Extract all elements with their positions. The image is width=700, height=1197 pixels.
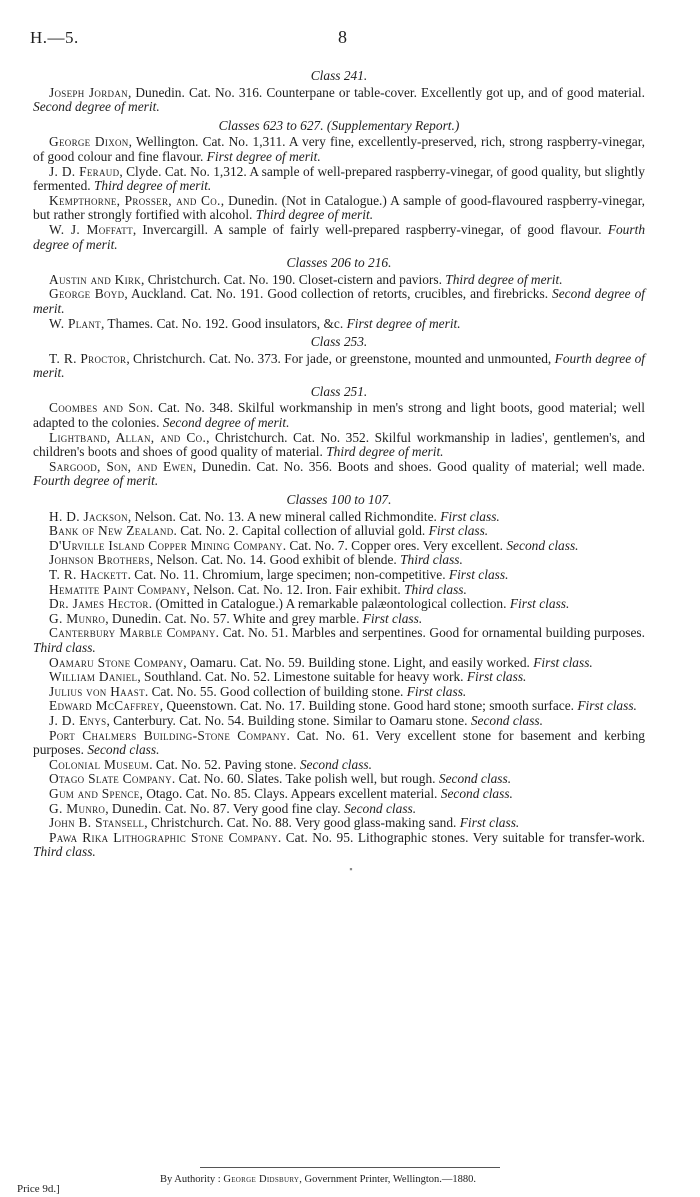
- entry-description: . (Omitted in Catalogue.) A remarkable palæontological collection.: [148, 596, 510, 612]
- exhibit-entry: [33, 597, 645, 612]
- exhibit-entry: [33, 524, 645, 539]
- exhibitor-name: G. Munro: [49, 800, 106, 816]
- entry-description: , Dunedin. Cat. No. 87. Very good fine clay.: [105, 800, 344, 816]
- entry-description: , Invercargill. A sample of fairly well-prepared raspberry-vinegar, of good flavour.: [132, 221, 608, 237]
- award-grade: First class.: [406, 683, 467, 699]
- exhibitor-name: T. R. Hackett: [49, 567, 128, 582]
- entry-description: , Christchurch. Cat. No. 190. Closet-cistern and paviors.: [141, 271, 446, 287]
- entry-description: , Canterbury. Cat. No. 54. Building stone. Similar to Oamaru stone.: [106, 712, 471, 728]
- printer-imprint: [160, 1173, 476, 1188]
- exhibitor-name: Edward McCaffrey: [49, 698, 160, 714]
- exhibitor-name: Johnson Brothers: [49, 552, 150, 568]
- award-grade: Fourth degree of merit.: [33, 221, 646, 252]
- exhibit-entry: [33, 816, 645, 831]
- entry-description: , Dunedin. Cat. No. 316. Counterpane or table-cover. Excellently got up, and of good material.: [127, 84, 645, 100]
- exhibit-entry: [33, 317, 645, 332]
- award-grade: Third degree of merit.: [93, 178, 212, 194]
- exhibit-entry: [33, 401, 645, 430]
- award-grade: First class.: [509, 596, 570, 612]
- exhibit-entry: [33, 626, 645, 655]
- exhibitor-name: J. D. Enys: [49, 712, 107, 728]
- exhibitor-name: Hematite Paint Company: [49, 581, 187, 597]
- exhibitor-name: Port Chalmers Building-Stone Company: [49, 727, 287, 743]
- award-grade: Second degree of merit.: [162, 415, 290, 431]
- exhibitor-name: Oamaru Stone Company: [49, 654, 184, 670]
- exhibit-entry: [33, 568, 645, 583]
- exhibitor-name: Lightband, Allan, and Co.: [49, 429, 207, 445]
- exhibitor-name: Kempthorne, Prosser, and Co.: [49, 192, 221, 208]
- exhibit-entry: [33, 553, 645, 568]
- award-grade: Second class.: [299, 756, 372, 772]
- award-grade: Second degree of merit.: [33, 286, 646, 316]
- exhibitor-name: Canterbury Marble Company: [49, 625, 216, 641]
- entry-description: , Nelson. Cat. No. 12. Iron. Fair exhibit.: [186, 581, 405, 597]
- award-grade: First class.: [428, 523, 489, 539]
- entry-description: , Dunedin. Cat. No. 356. Boots and shoes. Good quality of material; well made.: [192, 458, 646, 474]
- exhibitor-name: Joseph Jordan: [49, 84, 128, 100]
- entry-description: , Nelson. Cat. No. 13. A new mineral called Richmondite.: [127, 508, 441, 524]
- exhibit-entry: [33, 135, 645, 164]
- entry-description: . Cat. No. 61. Very excellent stone for basement and kerbing purposes.: [33, 727, 645, 758]
- award-grade: First class.: [466, 669, 527, 685]
- award-grade: Third degree of merit.: [445, 271, 563, 287]
- entry-description: . Cat. No. 95. Lithographic stones. Very suitable for transfer-work.: [277, 829, 645, 845]
- exhibitor-name: Julius von Haast: [49, 683, 145, 699]
- exhibit-entry: [33, 612, 645, 627]
- exhibit-entry: [33, 685, 645, 700]
- exhibitor-name: Otago Slate Company: [49, 771, 172, 787]
- exhibitor-name: John B. Stansell: [49, 815, 145, 831]
- class-heading: Classes 100 to 107.: [286, 492, 392, 508]
- exhibitor-name: W. J. Moffatt: [49, 221, 133, 237]
- entry-description: , Thames. Cat. No. 192. Good insulators, &c.: [100, 315, 347, 331]
- entry-description: . Cat. No. 2. Capital collection of alluvial gold.: [173, 523, 429, 539]
- exhibit-entry: [33, 670, 645, 685]
- exhibitor-name: W. Plant: [49, 315, 101, 331]
- exhibit-entry: [33, 460, 645, 489]
- award-grade: First degree of merit.: [206, 148, 321, 164]
- exhibitor-name: Austin and Kirk: [49, 271, 142, 287]
- exhibit-entry: [33, 194, 645, 223]
- exhibitor-name: William Daniel: [49, 669, 138, 685]
- award-grade: Third class.: [404, 581, 467, 597]
- entry-description: . Cat. No. 11. Chromium, large specimen; non-competitive.: [127, 567, 449, 582]
- class-heading: Class 253.: [310, 334, 368, 350]
- award-grade: Second class.: [470, 712, 543, 728]
- entry-description: . Cat. No. 348. Skilful workmanship in men's strong and light boots, good material; well adapted to the colonies.: [33, 400, 645, 431]
- entry-description: . Cat. No. 60. Slates. Take polish well, but rough.: [171, 771, 439, 787]
- page-number: 8: [338, 27, 347, 47]
- exhibitor-name: Sargood, Son, and Ewen: [49, 458, 193, 474]
- entry-description: , Queenstown. Cat. No. 17. Building stone. Good hard stone; smooth surface.: [159, 698, 578, 714]
- imprint-prefix: By Authority :: [160, 1174, 224, 1185]
- exhibitor-name: H. D. Jackson: [49, 508, 128, 524]
- exhibit-entry: [33, 583, 645, 598]
- entry-description: , Southland. Cat. No. 52. Limestone suitable for heavy work.: [137, 669, 467, 685]
- entry-description: , Oamaru. Cat. No. 59. Building stone. Light, and easily worked.: [183, 654, 534, 670]
- entry-description: . Cat. No. 52. Paving stone.: [149, 756, 300, 772]
- award-grade: First class.: [459, 815, 520, 831]
- exhibit-entry: [33, 831, 645, 860]
- exhibit-entry: [33, 787, 645, 802]
- award-grade: Third class.: [33, 844, 96, 860]
- award-grade: Second class.: [506, 537, 579, 553]
- award-grade: Second class.: [343, 800, 417, 816]
- award-grade: First class.: [533, 654, 593, 670]
- award-grade: Third degree of merit.: [255, 207, 374, 223]
- entry-description: , Dunedin. Cat. No. 57. White and grey marble.: [105, 610, 363, 626]
- exhibit-entry: [33, 772, 645, 787]
- footer-rule: [200, 1167, 500, 1168]
- entry-description: , Christchurch. Cat. No. 88. Very good glass-making sand.: [144, 815, 460, 831]
- entry-description: , Wellington. Cat. No. 1,311. A very fine, excellently-preserved, rich, strong raspberry-vinegar, of good colour and fine flavour.: [33, 134, 645, 164]
- exhibitor-name: T. R. Proctor: [49, 350, 127, 366]
- class-heading: Classes 206 to 216.: [286, 255, 392, 271]
- exhibitor-name: J. D. Feraud: [49, 163, 120, 179]
- exhibit-entry: [33, 273, 645, 288]
- exhibitor-name: Dr. James Hector: [49, 596, 149, 612]
- exhibit-entry: [33, 431, 645, 460]
- document-reference: H.—5.: [30, 28, 79, 47]
- class-heading: Classes 623 to 627. (Supplementary Report.): [218, 117, 460, 133]
- award-grade: First class.: [440, 508, 500, 524]
- exhibit-entry: [33, 287, 645, 316]
- printer-name: George Didsbury: [223, 1174, 300, 1185]
- price-note: Price 9d.]: [17, 1183, 60, 1195]
- exhibitor-name: Coombes and Son: [49, 400, 150, 416]
- award-grade: Second class.: [440, 785, 513, 801]
- exhibit-entry: [33, 223, 645, 252]
- class-heading: Class 251.: [310, 383, 368, 399]
- entry-description: . Cat. No. 51. Marbles and serpentines. Good for ornamental building purposes.: [215, 625, 645, 641]
- exhibit-entry: [33, 802, 645, 817]
- exhibitor-name: George Boyd: [49, 286, 125, 302]
- exhibitor-name: G. Munro: [49, 610, 106, 626]
- exhibit-entry: [33, 352, 645, 381]
- entry-description: . Cat. No. 55. Good collection of building stone.: [144, 683, 407, 699]
- exhibit-entry: [33, 539, 645, 554]
- entry-description: , Christchurch. Cat. No. 352. Skilful workmanship in ladies', gentlemen's, and children's boots and shoes of good quality of material.: [33, 429, 645, 460]
- class-heading: Class 241.: [310, 68, 368, 83]
- exhibitor-name: Pawa Rika Lithographic Stone Company: [49, 829, 278, 845]
- exhibit-entry: [33, 656, 645, 671]
- award-grade: Third degree of merit.: [326, 444, 444, 460]
- entry-description: , Nelson. Cat. No. 14. Good exhibit of blende.: [149, 552, 401, 568]
- entry-description: . Cat. No. 7. Copper ores. Very excellent.: [282, 537, 507, 553]
- exhibit-entry: [33, 699, 645, 714]
- award-grade: Third class.: [33, 639, 96, 655]
- exhibit-entry: [33, 758, 645, 773]
- document-body: [33, 65, 645, 878]
- award-grade: First degree of merit.: [346, 315, 461, 331]
- award-grade: Second class.: [87, 742, 160, 758]
- award-grade: First class.: [362, 610, 423, 626]
- entry-description: , Auckland. Cat. No. 191. Good collection of retorts, crucibles, and firebricks.: [124, 286, 553, 302]
- award-grade: Second class.: [438, 771, 512, 787]
- entry-description: , Dunedin. (Not in Catalogue.) A sample of good-flavoured raspberry-vinegar, but rather strongly fortified with alcohol.: [33, 192, 645, 223]
- end-mark: ▪: [349, 863, 353, 874]
- award-grade: First class.: [448, 567, 509, 582]
- entry-description: , Christchurch. Cat. No. 373. For jade, or greenstone, mounted and unmounted,: [126, 350, 555, 366]
- exhibit-entry: [33, 86, 645, 115]
- exhibit-entry: [33, 165, 645, 194]
- award-grade: First class.: [577, 698, 637, 714]
- award-grade: Second degree of merit.: [33, 99, 160, 115]
- exhibitor-name: D'Urville Island Copper Mining Company: [49, 537, 283, 553]
- exhibitor-name: Colonial Museum: [49, 756, 150, 772]
- award-grade: Fourth degree of merit.: [33, 350, 645, 381]
- entry-description: , Clyde. Cat. No. 1,312. A sample of well-prepared raspberry-vinegar, of good quality, but slightly fermented.: [33, 163, 645, 194]
- exhibitor-name: Gum and Spence: [49, 785, 140, 801]
- exhibit-entry: [33, 510, 645, 525]
- entry-description: , Otago. Cat. No. 85. Clays. Appears excellent material.: [139, 785, 441, 801]
- exhibitor-name: George Dixon: [49, 134, 129, 150]
- exhibit-entry: [33, 729, 645, 758]
- exhibit-entry: [33, 714, 645, 729]
- award-grade: Fourth degree of merit.: [33, 473, 159, 489]
- imprint-rest: , Government Printer, Wellington.—1880.: [299, 1174, 477, 1185]
- award-grade: Third class.: [400, 552, 463, 568]
- exhibitor-name: Bank of New Zealand: [49, 523, 174, 539]
